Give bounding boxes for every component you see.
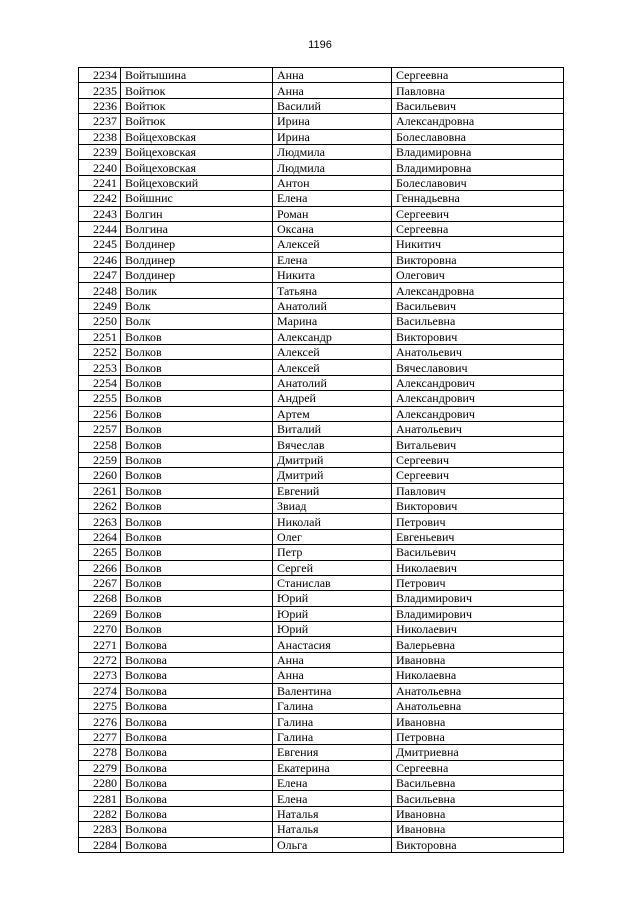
- last-name-cell: Волдинер: [121, 237, 273, 252]
- table-row: [79, 729, 564, 744]
- table-row: [79, 745, 564, 760]
- names-table-body: [79, 68, 564, 853]
- patronymic-cell: Павлович: [392, 483, 564, 498]
- first-name-cell: Сергей: [273, 560, 392, 575]
- row-number-cell: 2264: [79, 529, 121, 544]
- table-row: [79, 652, 564, 667]
- table-row: [79, 560, 564, 575]
- patronymic-cell: Ивановна: [392, 822, 564, 837]
- table-row: [79, 375, 564, 390]
- table-row: [79, 545, 564, 560]
- first-name-cell: Екатерина: [273, 760, 392, 775]
- last-name-cell: Войтюк: [121, 83, 273, 98]
- first-name-cell: Галина: [273, 729, 392, 744]
- table-row: [79, 191, 564, 206]
- first-name-cell: Оксана: [273, 221, 392, 236]
- patronymic-cell: Анатольевна: [392, 699, 564, 714]
- row-number-cell: 2236: [79, 98, 121, 113]
- patronymic-cell: Сергеевич: [392, 468, 564, 483]
- last-name-cell: Волков: [121, 498, 273, 513]
- last-name-cell: Волкова: [121, 729, 273, 744]
- row-number-cell: 2261: [79, 483, 121, 498]
- row-number-cell: 2266: [79, 560, 121, 575]
- patronymic-cell: Вячеславович: [392, 360, 564, 375]
- patronymic-cell: Сергеевна: [392, 68, 564, 83]
- first-name-cell: Юрий: [273, 606, 392, 621]
- patronymic-cell: Петрович: [392, 514, 564, 529]
- row-number-cell: 2283: [79, 822, 121, 837]
- row-number-cell: 2263: [79, 514, 121, 529]
- last-name-cell: Волкова: [121, 699, 273, 714]
- patronymic-cell: Сергеевич: [392, 206, 564, 221]
- row-number-cell: 2240: [79, 160, 121, 175]
- patronymic-cell: Николаевич: [392, 560, 564, 575]
- patronymic-cell: Никитич: [392, 237, 564, 252]
- last-name-cell: Волков: [121, 622, 273, 637]
- last-name-cell: Волков: [121, 421, 273, 436]
- row-number-cell: 2284: [79, 837, 121, 852]
- table-row: [79, 406, 564, 421]
- first-name-cell: Юрий: [273, 622, 392, 637]
- first-name-cell: Алексей: [273, 345, 392, 360]
- row-number-cell: 2273: [79, 668, 121, 683]
- last-name-cell: Войцеховский: [121, 175, 273, 190]
- first-name-cell: Роман: [273, 206, 392, 221]
- patronymic-cell: Владимирович: [392, 591, 564, 606]
- last-name-cell: Войцеховская: [121, 144, 273, 159]
- first-name-cell: Анна: [273, 83, 392, 98]
- first-name-cell: Елена: [273, 252, 392, 267]
- first-name-cell: Николай: [273, 514, 392, 529]
- patronymic-cell: Евгеньевич: [392, 529, 564, 544]
- first-name-cell: Марина: [273, 314, 392, 329]
- first-name-cell: Дмитрий: [273, 468, 392, 483]
- table-row: [79, 298, 564, 313]
- last-name-cell: Волкова: [121, 637, 273, 652]
- last-name-cell: Волгина: [121, 221, 273, 236]
- row-number-cell: 2248: [79, 283, 121, 298]
- last-name-cell: Волк: [121, 314, 273, 329]
- row-number-cell: 2251: [79, 329, 121, 344]
- row-number-cell: 2237: [79, 114, 121, 129]
- table-row: [79, 622, 564, 637]
- row-number-cell: 2267: [79, 575, 121, 590]
- last-name-cell: Волков: [121, 406, 273, 421]
- last-name-cell: Войцеховская: [121, 160, 273, 175]
- last-name-cell: Волдинер: [121, 268, 273, 283]
- last-name-cell: Волк: [121, 298, 273, 313]
- last-name-cell: Волкова: [121, 668, 273, 683]
- table-row: [79, 575, 564, 590]
- table-row: [79, 83, 564, 98]
- row-number-cell: 2244: [79, 221, 121, 236]
- row-number-cell: 2238: [79, 129, 121, 144]
- patronymic-cell: Васильевич: [392, 98, 564, 113]
- last-name-cell: Волкова: [121, 760, 273, 775]
- last-name-cell: Волкова: [121, 775, 273, 790]
- first-name-cell: Анастасия: [273, 637, 392, 652]
- first-name-cell: Андрей: [273, 391, 392, 406]
- last-name-cell: Волкова: [121, 822, 273, 837]
- table-row: [79, 837, 564, 852]
- patronymic-cell: Сергеевич: [392, 452, 564, 467]
- table-row: [79, 668, 564, 683]
- last-name-cell: Волгин: [121, 206, 273, 221]
- row-number-cell: 2257: [79, 421, 121, 436]
- first-name-cell: Алексей: [273, 237, 392, 252]
- table-row: [79, 606, 564, 621]
- table-row: [79, 452, 564, 467]
- patronymic-cell: Витальевич: [392, 437, 564, 452]
- patronymic-cell: Олегович: [392, 268, 564, 283]
- table-row: [79, 144, 564, 159]
- first-name-cell: Наталья: [273, 822, 392, 837]
- patronymic-cell: Петрович: [392, 575, 564, 590]
- table-row: [79, 314, 564, 329]
- last-name-cell: Войтюк: [121, 114, 273, 129]
- table-row: [79, 114, 564, 129]
- patronymic-cell: Ивановна: [392, 652, 564, 667]
- patronymic-cell: Владимирович: [392, 606, 564, 621]
- patronymic-cell: Викторовна: [392, 837, 564, 852]
- row-number-cell: 2253: [79, 360, 121, 375]
- last-name-cell: Волков: [121, 375, 273, 390]
- table-row: [79, 160, 564, 175]
- first-name-cell: Евгения: [273, 745, 392, 760]
- table-row: [79, 591, 564, 606]
- row-number-cell: 2282: [79, 806, 121, 821]
- first-name-cell: Виталий: [273, 421, 392, 436]
- patronymic-cell: Сергеевна: [392, 221, 564, 236]
- row-number-cell: 2249: [79, 298, 121, 313]
- first-name-cell: Василий: [273, 98, 392, 113]
- last-name-cell: Волкова: [121, 683, 273, 698]
- row-number-cell: 2268: [79, 591, 121, 606]
- first-name-cell: Ольга: [273, 837, 392, 852]
- table-row: [79, 775, 564, 790]
- table-row: [79, 468, 564, 483]
- patronymic-cell: Александрович: [392, 391, 564, 406]
- last-name-cell: Волков: [121, 345, 273, 360]
- last-name-cell: Волков: [121, 452, 273, 467]
- row-number-cell: 2280: [79, 775, 121, 790]
- row-number-cell: 2265: [79, 545, 121, 560]
- first-name-cell: Юрий: [273, 591, 392, 606]
- last-name-cell: Войшнис: [121, 191, 273, 206]
- first-name-cell: Анна: [273, 68, 392, 83]
- names-table: [78, 67, 564, 853]
- row-number-cell: 2250: [79, 314, 121, 329]
- last-name-cell: Волков: [121, 545, 273, 560]
- first-name-cell: Елена: [273, 191, 392, 206]
- row-number-cell: 2277: [79, 729, 121, 744]
- table-row: [79, 760, 564, 775]
- last-name-cell: Волкова: [121, 745, 273, 760]
- table-row: [79, 699, 564, 714]
- table-row: [79, 175, 564, 190]
- first-name-cell: Анатолий: [273, 375, 392, 390]
- last-name-cell: Волков: [121, 468, 273, 483]
- first-name-cell: Никита: [273, 268, 392, 283]
- row-number-cell: 2274: [79, 683, 121, 698]
- row-number-cell: 2275: [79, 699, 121, 714]
- first-name-cell: Ирина: [273, 129, 392, 144]
- table-row: [79, 252, 564, 267]
- table-row: [79, 714, 564, 729]
- first-name-cell: Анатолий: [273, 298, 392, 313]
- patronymic-cell: Валерьевна: [392, 637, 564, 652]
- row-number-cell: 2246: [79, 252, 121, 267]
- table-row: [79, 268, 564, 283]
- table-row: [79, 68, 564, 83]
- patronymic-cell: Сергеевна: [392, 760, 564, 775]
- first-name-cell: Звиад: [273, 498, 392, 513]
- patronymic-cell: Викторовна: [392, 252, 564, 267]
- first-name-cell: Галина: [273, 699, 392, 714]
- patronymic-cell: Петровна: [392, 729, 564, 744]
- last-name-cell: Волков: [121, 437, 273, 452]
- last-name-cell: Войцеховская: [121, 129, 273, 144]
- last-name-cell: Волкова: [121, 806, 273, 821]
- table-row: [79, 437, 564, 452]
- table-row: [79, 129, 564, 144]
- table-row: [79, 421, 564, 436]
- row-number-cell: 2276: [79, 714, 121, 729]
- patronymic-cell: Анатольевич: [392, 421, 564, 436]
- table-row: [79, 822, 564, 837]
- table-row: [79, 206, 564, 221]
- table-row: [79, 237, 564, 252]
- row-number-cell: 2252: [79, 345, 121, 360]
- last-name-cell: Войтюк: [121, 98, 273, 113]
- patronymic-cell: Александровна: [392, 114, 564, 129]
- patronymic-cell: Александрович: [392, 375, 564, 390]
- first-name-cell: Галина: [273, 714, 392, 729]
- last-name-cell: Волков: [121, 360, 273, 375]
- page-number: 1196: [308, 39, 332, 51]
- table-row: [79, 637, 564, 652]
- first-name-cell: Людмила: [273, 160, 392, 175]
- first-name-cell: Людмила: [273, 144, 392, 159]
- last-name-cell: Волкова: [121, 652, 273, 667]
- row-number-cell: 2260: [79, 468, 121, 483]
- table-row: [79, 529, 564, 544]
- last-name-cell: Волков: [121, 591, 273, 606]
- first-name-cell: Елена: [273, 775, 392, 790]
- table-row: [79, 329, 564, 344]
- row-number-cell: 2259: [79, 452, 121, 467]
- row-number-cell: 2242: [79, 191, 121, 206]
- last-name-cell: Волик: [121, 283, 273, 298]
- row-number-cell: 2235: [79, 83, 121, 98]
- patronymic-cell: Васильевич: [392, 298, 564, 313]
- table-row: [79, 221, 564, 236]
- row-number-cell: 2241: [79, 175, 121, 190]
- table-row: [79, 391, 564, 406]
- last-name-cell: Волков: [121, 606, 273, 621]
- row-number-cell: 2247: [79, 268, 121, 283]
- table-row: [79, 806, 564, 821]
- last-name-cell: Волков: [121, 575, 273, 590]
- first-name-cell: Анна: [273, 668, 392, 683]
- table-row: [79, 498, 564, 513]
- patronymic-cell: Владимировна: [392, 160, 564, 175]
- first-name-cell: Елена: [273, 791, 392, 806]
- patronymic-cell: Ивановна: [392, 714, 564, 729]
- last-name-cell: Волков: [121, 329, 273, 344]
- patronymic-cell: Викторович: [392, 498, 564, 513]
- row-number-cell: 2245: [79, 237, 121, 252]
- patronymic-cell: Васильевна: [392, 775, 564, 790]
- patronymic-cell: Геннадьевна: [392, 191, 564, 206]
- patronymic-cell: Викторович: [392, 329, 564, 344]
- patronymic-cell: Ивановна: [392, 806, 564, 821]
- patronymic-cell: Дмитриевна: [392, 745, 564, 760]
- patronymic-cell: Васильевна: [392, 791, 564, 806]
- table-row: [79, 514, 564, 529]
- row-number-cell: 2239: [79, 144, 121, 159]
- patronymic-cell: Николаевна: [392, 668, 564, 683]
- patronymic-cell: Александровна: [392, 283, 564, 298]
- first-name-cell: Станислав: [273, 575, 392, 590]
- row-number-cell: 2255: [79, 391, 121, 406]
- first-name-cell: Ирина: [273, 114, 392, 129]
- first-name-cell: Дмитрий: [273, 452, 392, 467]
- row-number-cell: 2279: [79, 760, 121, 775]
- patronymic-cell: Болеславовна: [392, 129, 564, 144]
- first-name-cell: Артем: [273, 406, 392, 421]
- row-number-cell: 2254: [79, 375, 121, 390]
- patronymic-cell: Николаевич: [392, 622, 564, 637]
- patronymic-cell: Павловна: [392, 83, 564, 98]
- table-row: [79, 98, 564, 113]
- first-name-cell: Евгений: [273, 483, 392, 498]
- row-number-cell: 2278: [79, 745, 121, 760]
- first-name-cell: Олег: [273, 529, 392, 544]
- first-name-cell: Вячеслав: [273, 437, 392, 452]
- row-number-cell: 2271: [79, 637, 121, 652]
- last-name-cell: Волков: [121, 560, 273, 575]
- patronymic-cell: Александрович: [392, 406, 564, 421]
- last-name-cell: Волкова: [121, 791, 273, 806]
- patronymic-cell: Болеславович: [392, 175, 564, 190]
- table-row: [79, 683, 564, 698]
- patronymic-cell: Владимировна: [392, 144, 564, 159]
- first-name-cell: Анна: [273, 652, 392, 667]
- table-row: [79, 360, 564, 375]
- last-name-cell: Волков: [121, 514, 273, 529]
- patronymic-cell: Анатольевич: [392, 345, 564, 360]
- row-number-cell: 2258: [79, 437, 121, 452]
- last-name-cell: Волкова: [121, 714, 273, 729]
- table-row: [79, 791, 564, 806]
- patronymic-cell: Анатольевна: [392, 683, 564, 698]
- row-number-cell: 2234: [79, 68, 121, 83]
- last-name-cell: Волков: [121, 529, 273, 544]
- row-number-cell: 2269: [79, 606, 121, 621]
- row-number-cell: 2262: [79, 498, 121, 513]
- table-row: [79, 283, 564, 298]
- first-name-cell: Татьяна: [273, 283, 392, 298]
- table-row: [79, 345, 564, 360]
- last-name-cell: Волков: [121, 391, 273, 406]
- patronymic-cell: Васильевич: [392, 545, 564, 560]
- first-name-cell: Алексей: [273, 360, 392, 375]
- last-name-cell: Войтышина: [121, 68, 273, 83]
- row-number-cell: 2272: [79, 652, 121, 667]
- last-name-cell: Волков: [121, 483, 273, 498]
- first-name-cell: Валентина: [273, 683, 392, 698]
- first-name-cell: Наталья: [273, 806, 392, 821]
- first-name-cell: Антон: [273, 175, 392, 190]
- last-name-cell: Волдинер: [121, 252, 273, 267]
- row-number-cell: 2256: [79, 406, 121, 421]
- last-name-cell: Волкова: [121, 837, 273, 852]
- table-row: [79, 483, 564, 498]
- first-name-cell: Петр: [273, 545, 392, 560]
- row-number-cell: 2243: [79, 206, 121, 221]
- row-number-cell: 2281: [79, 791, 121, 806]
- first-name-cell: Александр: [273, 329, 392, 344]
- patronymic-cell: Васильевна: [392, 314, 564, 329]
- row-number-cell: 2270: [79, 622, 121, 637]
